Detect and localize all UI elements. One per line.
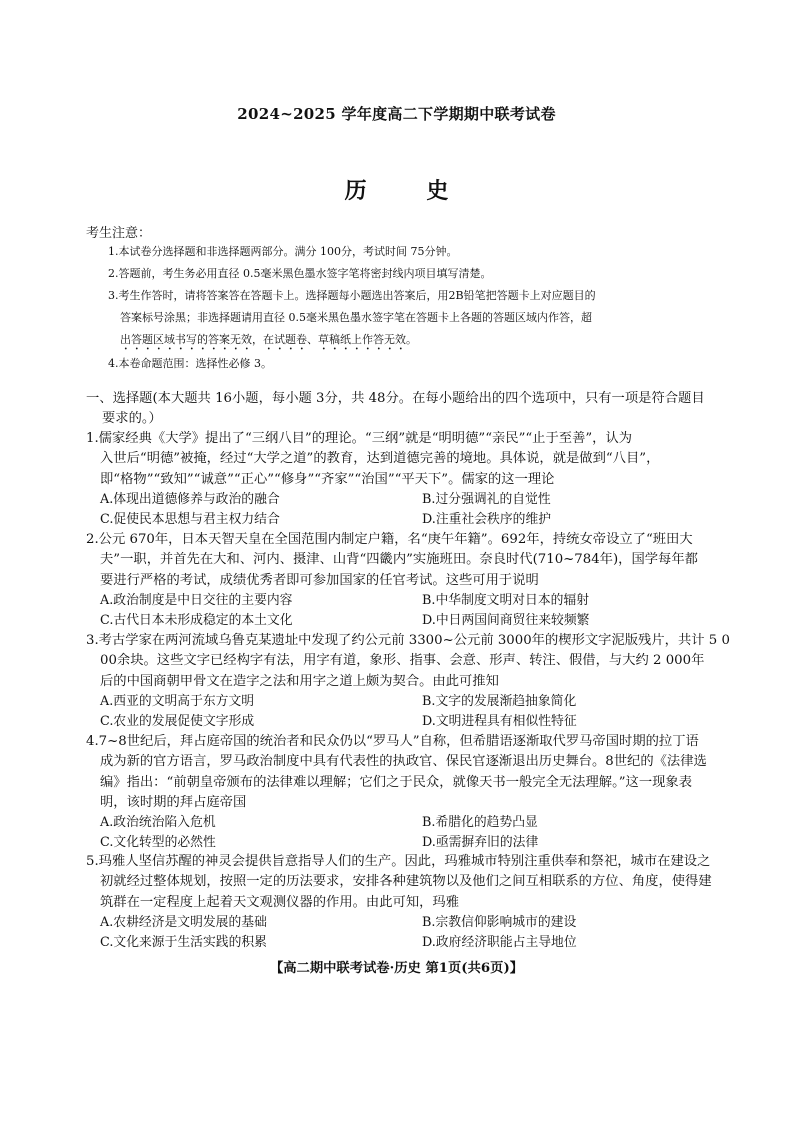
question-line: 3.考古学家在两河流域乌鲁克某遗址中发现了约公元前 3300~公元前 3000年的楔形文字泥版残片，共计 5 0 — [86, 633, 730, 648]
option-b[interactable]: B.过分强调礼的自觉性 — [422, 491, 551, 507]
option-d[interactable]: D.文明进程具有相似性特征 — [422, 714, 577, 730]
option-b[interactable]: B.文字的发展渐趋抽象简化 — [422, 693, 577, 709]
question-options — [86, 490, 742, 531]
question-options — [86, 813, 742, 854]
question-1 — [86, 429, 742, 530]
question-stem — [86, 530, 742, 591]
option-b[interactable]: B.中华制度文明对日本的辐射 — [422, 592, 590, 608]
option-c[interactable]: C.文化来源于生活实践的积累 — [100, 935, 267, 951]
question-line: 2.公元 670年，日本天智天皇在全国范围内制定户籍，名“庚午年籍”。692年，持统女帝设立了“班田大 — [86, 532, 693, 547]
option-c[interactable]: C.古代日本未形成稳定的本土文化 — [100, 613, 293, 629]
section-heading — [86, 389, 726, 429]
question-3 — [86, 631, 742, 732]
question-options — [86, 692, 742, 733]
option-a[interactable]: A.政治统治陷入危机 — [100, 815, 216, 831]
question-line: 后的中国商朝甲骨文在造字之法和用字之道上颇为契合。由此可推知 — [100, 673, 499, 689]
notice-item-1: 1.本试卷分选择题和非选择题两部分。满分 100分，考试时间 75分钟。 — [108, 245, 458, 258]
option-b[interactable]: B.宗教信仰影响城市的建设 — [422, 914, 577, 930]
exam-title: 2024~2025 学年度高二下学期期中联考试卷 — [237, 105, 556, 123]
question-options — [86, 591, 742, 632]
question-line: 成为新的官方语言，罗马政治制度中具有代表性的执政官、保民官逐渐退出历史舞台。8世纪的《法律选 — [100, 754, 707, 770]
option-d[interactable]: D.注重社会秩序的维护 — [422, 512, 552, 528]
option-d[interactable]: D.政府经济职能占主导地位 — [422, 935, 577, 951]
section-heading-line-2: 要求的。） — [102, 411, 162, 426]
option-d[interactable]: D.中日两国间商贸往来较频繁 — [422, 613, 590, 629]
option-c[interactable]: C.文化转型的必然性 — [100, 835, 216, 851]
question-line: 即“格物”“致知”“诚意”“正心”“修身”“齐家”“治国”“平天下”。儒家的这一理论 — [100, 471, 555, 487]
notice-list — [108, 241, 712, 375]
question-line: 入世后“明德”被掩，经过“大学之道”的教育，达到道德完善的境地。具体说，就是做到“八目”， — [100, 451, 660, 467]
question-stem — [86, 631, 742, 692]
question-line: 00余块。这些文字已经构字有法，用字有道，象形、指事、会意、形声、转注、假借，与大约 2 000年 — [100, 653, 705, 669]
option-a[interactable]: A.农耕经济是文明发展的基础 — [100, 914, 267, 930]
question-line: 筑群在一定程度上起着天文观测仪器的作用。由此可知，玛雅 — [100, 894, 460, 910]
notice-item-3-line-2: 答案标号涂黑；非选择题请用直径 0.5毫米黑色墨水签字笔在答题卡上各题的答题区域内作答，超 — [120, 311, 592, 324]
question-stem — [86, 852, 742, 913]
question-line: 要进行严格的考试，成绩优秀者即可参加国家的任官考试。这些可用于说明 — [100, 572, 539, 588]
notice-item-4: 4.本卷命题范围：选择性必修 3。 — [108, 357, 272, 370]
question-line: 明，该时期的拜占庭帝国 — [100, 794, 247, 810]
option-c[interactable]: C.农业的发展促使文字形成 — [100, 714, 255, 730]
question-line: 5.玛雅人坚信苏醒的神灵会提供旨意指导人们的生产。因此，玛雅城市特别注重供奉和祭祀，城市在建设之 — [86, 854, 711, 869]
notice-item-2: 2.答题前，考生务必用直径 0.5毫米黑色墨水签字笔将密封线内项目填写清楚。 — [108, 267, 492, 280]
notice-item-3-line-3: 出答题区域书写的答案无效，在试题卷、草稿纸上作答无效。 — [120, 333, 417, 346]
question-options — [86, 913, 742, 954]
question-stem — [86, 429, 742, 490]
notice-heading: 考生注意： — [86, 226, 152, 241]
option-a[interactable]: A.政治制度是中日交往的主要内容 — [100, 592, 293, 608]
question-line: 夫”一职，并首先在大和、河内、摄津、山背“四畿内”实施班田。奈良时代(710~784年)，国学每年都 — [100, 552, 698, 568]
option-b[interactable]: B.希腊化的趋势凸显 — [422, 815, 538, 831]
option-a[interactable]: A.西亚的文明高于东方文明 — [100, 693, 255, 709]
option-d[interactable]: D.亟需摒弃旧的法律 — [422, 835, 539, 851]
question-4 — [86, 732, 742, 854]
question-line: 初就经过整体规划，按照一定的历法要求，安排各种建筑物以及他们之间互相联系的方位、角度，使得建 — [100, 874, 712, 890]
question-5 — [86, 852, 742, 953]
option-c[interactable]: C.促使民本思想与君主权力结合 — [100, 512, 280, 528]
option-a[interactable]: A.体现出道德修养与政治的融合 — [100, 491, 280, 507]
question-2 — [86, 530, 742, 631]
page-footer: 【高二期中联考试卷·历史 第1页(共6页)】 — [269, 961, 524, 976]
notice-item-3-line-1: 3.考生作答时，请将答案答在答题卡上。选择题每小题选出答案后，用2B铅笔把答题卡上对应题目的 — [108, 289, 596, 302]
question-line: 4.7~8世纪后，拜占庭帝国的统治者和民众仍以“罗马人”自称，但希腊语逐渐取代罗马帝国时期的拉丁语 — [86, 734, 699, 749]
question-stem — [86, 732, 742, 813]
question-line: 1.儒家经典《大学》提出了“三纲八目”的理论。“三纲”就是“明明德”“亲民”“止于至善”，认为 — [86, 431, 633, 446]
exam-subject: 历 史 — [344, 178, 475, 204]
section-heading-line-1: 一、选择题(本大题共 16小题，每小题 3分，共 48分。在每小题给出的四个选项中，只有一项是符合题目 — [86, 391, 705, 406]
question-line: 编》指出：“前朝皇帝颁布的法律难以理解；它们之于民众，就像天书一般完全无法理解。”这一现象表 — [100, 774, 693, 790]
